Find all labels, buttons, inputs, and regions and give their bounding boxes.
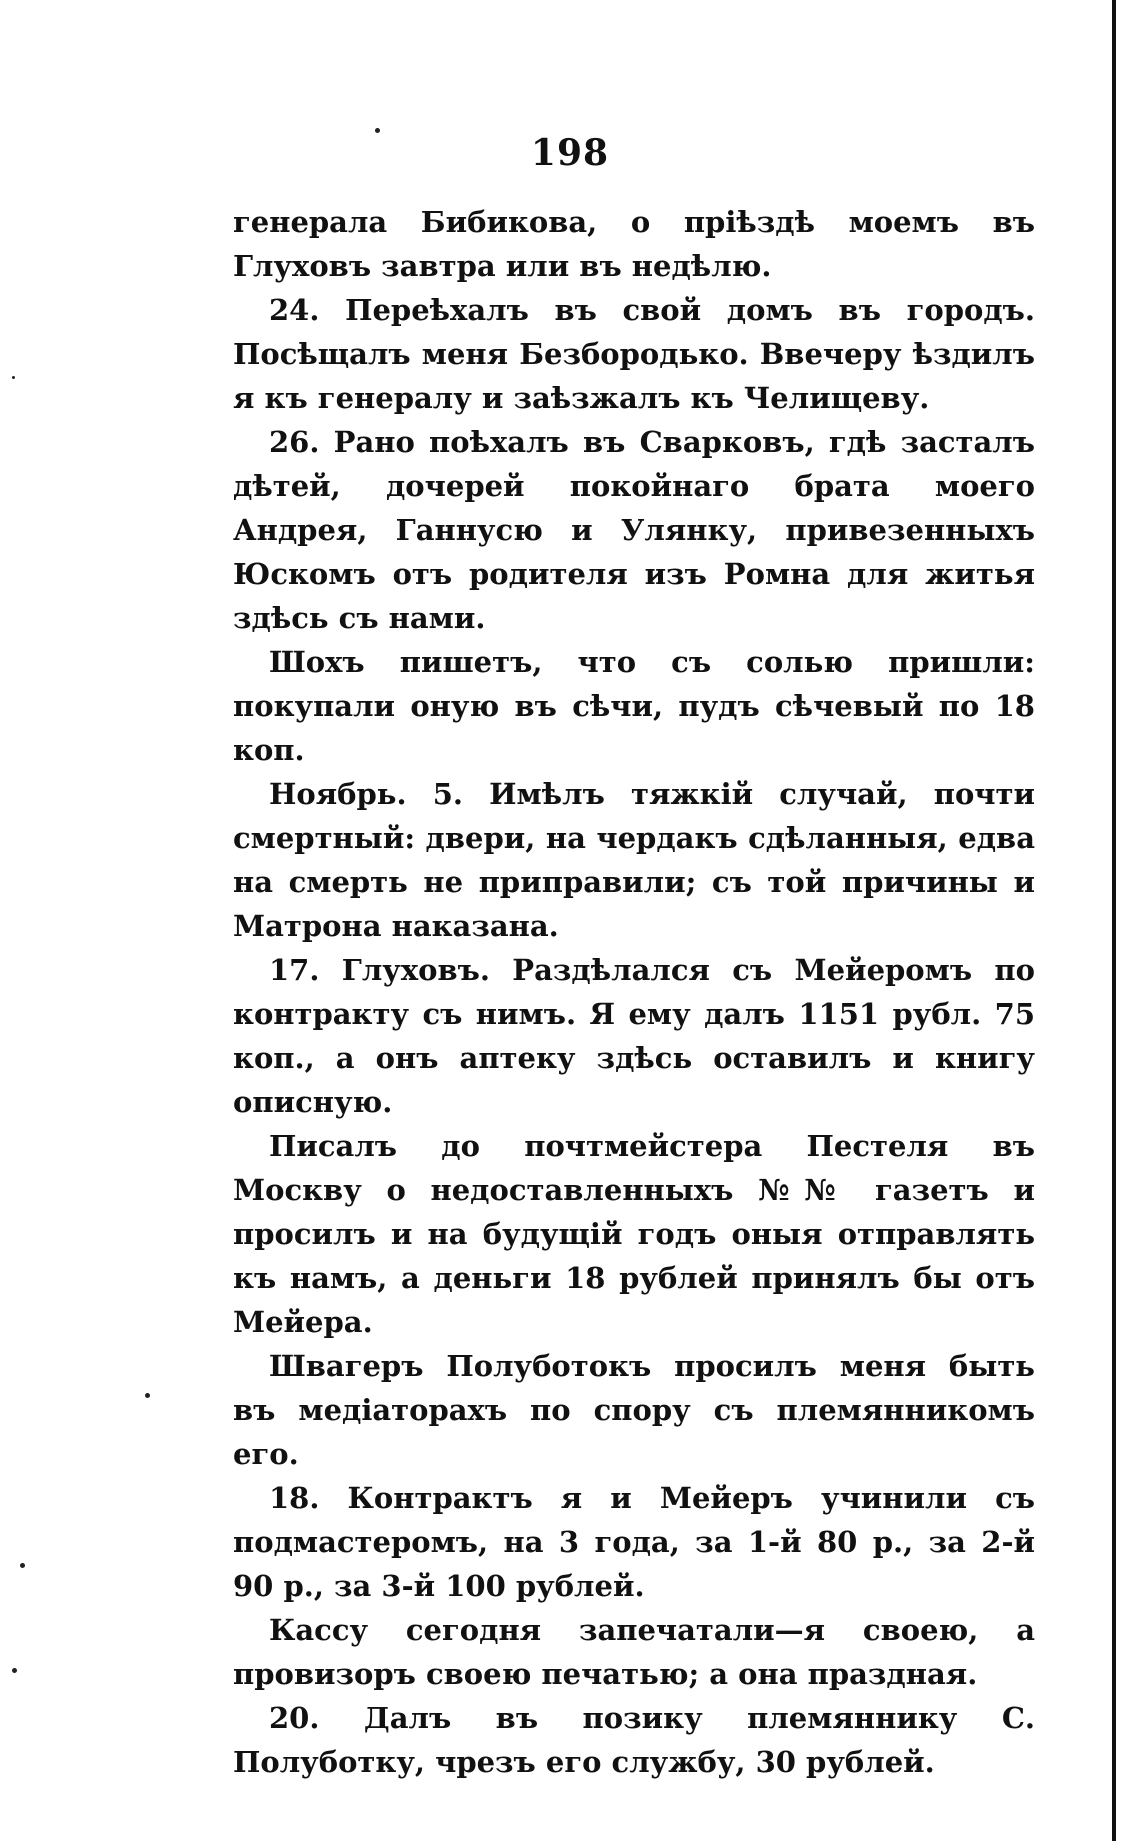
paragraph: 26. Рано поѣхалъ въ Сварковъ, гдѣ засталъ дѣтей, дочерей покойнаго брата моего Андрея, Ганнусю и Улянку, привезенныхъ Юскомъ отъ родителя изъ Ромна для житья здѣсь съ нами. <box>233 425 1035 635</box>
paragraph: 17. Глуховъ. Раздѣлался съ Мейеромъ по контракту съ нимъ. Я ему далъ 1151 рубл. 75 коп., а онъ аптеку здѣсь оставилъ и книгу описную. <box>233 953 1035 1119</box>
paragraph: Нoябрь. 5. Имѣлъ тяжкiй случай, почти смертный: двери, на чердакъ сдѣланныя, едва на смерть не приправили; съ той причины и Матрона наказана. <box>233 777 1035 943</box>
page-edge-line <box>1112 0 1116 1841</box>
paragraph: 24. Переѣхалъ въ свой домъ въ городъ. Посѣщалъ меня Безбородько. Ввечеру ѣздилъ я къ генералу и заѣзжалъ къ Челищеву. <box>233 293 1035 415</box>
paragraph: генерала Бибикова, о прiѣздѣ моемъ въ Глуховъ завтра или въ недѣлю. <box>233 205 1035 283</box>
paragraph: 20. Далъ въ позику племяннику С. Полуботку, чрезъ его службу, 30 рублей. <box>233 1701 1035 1779</box>
page-body-text <box>233 200 1035 1784</box>
print-speck <box>12 1668 17 1673</box>
print-speck <box>145 1393 150 1398</box>
paragraph: Писалъ до почтмейстера Пестеля въ Москву о недоставленныхъ №№ газетъ и просилъ и на будущiй годъ оныя отправлять къ намъ, а деньги 18 рублей принялъ бы отъ Мейера. <box>233 1129 1035 1339</box>
print-speck <box>12 376 15 379</box>
paragraph: Шохъ пишетъ, что съ солью пришли: покупали оную въ сѣчи, пудъ сѣчевый по 18 коп. <box>233 645 1035 767</box>
paragraph: Кассу сегодня запечатали—я своею, а провизоръ своею печатью; а она праздная. <box>233 1613 1035 1691</box>
print-speck <box>20 1563 25 1568</box>
paragraph: Швагеръ Полуботокъ просилъ меня быть въ медiаторахъ по спору съ племянникомъ его. <box>233 1349 1035 1471</box>
page-number: 198 <box>530 132 610 174</box>
paragraph: 18. Контрактъ я и Мейеръ учинили съ подмастеромъ, на 3 года, за 1-й 80 р., за 2-й 90 р., за 3-й 100 рублей. <box>233 1481 1035 1603</box>
